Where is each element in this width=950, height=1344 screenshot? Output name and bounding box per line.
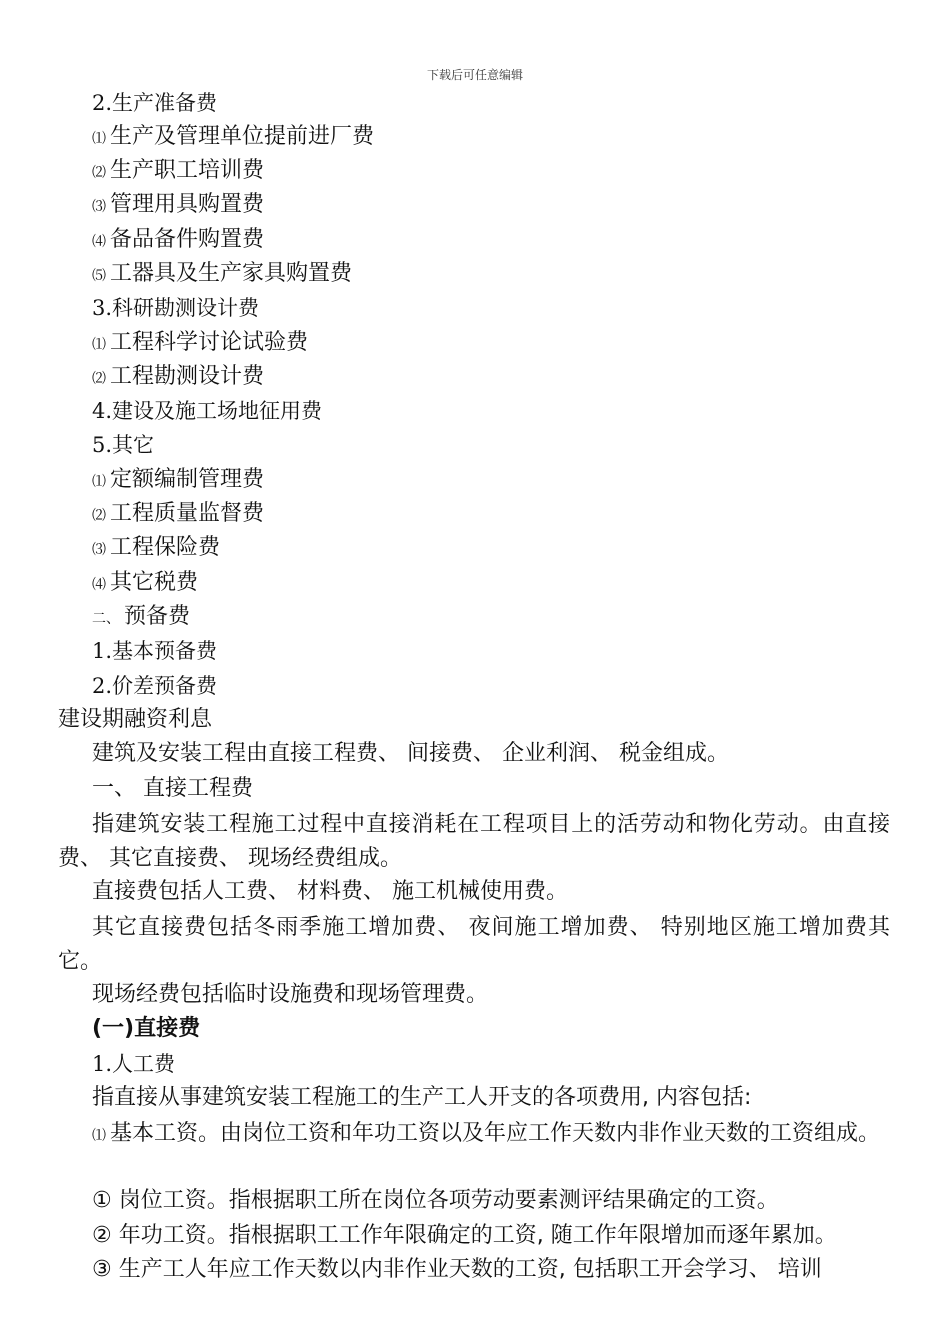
item-text: 管理用具购置费 xyxy=(110,192,265,217)
item-text: 工程保险费 xyxy=(110,535,221,560)
item-non-working-days-wage: ③ 生产工人年应工作天数以内非作业天数的工资, 包括职工开会学习、 培训 xyxy=(92,1257,822,1282)
item-text: 生产及管理单位提前进厂费 xyxy=(110,124,375,149)
item-text: 工器具及生产家具购置费 xyxy=(110,261,353,286)
item-5-4 xyxy=(92,569,198,599)
item-text: 生产职工培训费 xyxy=(110,158,265,183)
item-marker: ⑴ xyxy=(92,131,106,147)
item-price-reserve: 2.价差预备费 xyxy=(92,674,218,698)
item-marker: ⑵ xyxy=(92,508,106,524)
item-marker: ⑵ xyxy=(92,165,106,181)
item-labor-cost: 1.人工费 xyxy=(92,1052,176,1076)
section-reserve xyxy=(92,603,190,633)
item-marker: ⑴ xyxy=(92,1128,106,1144)
item-2-1 xyxy=(92,123,374,153)
item-5-3 xyxy=(92,534,220,564)
item-post-wage: ① 岗位工资。指根据职工所在岗位各项劳动要素测评结果确定的工资。 xyxy=(92,1188,779,1213)
section-marker: 二、 xyxy=(92,611,120,627)
subsection-direct-cost: (一)直接费 xyxy=(92,1016,201,1041)
section-title: 预备费 xyxy=(124,604,191,629)
page-header: 下载后可任意编辑 xyxy=(426,68,523,82)
paragraph-direct-cost: 直接费包括人工费、 材料费、 施工机械使用费。 xyxy=(92,879,568,904)
item-5-other: 5.其它 xyxy=(92,433,155,457)
item-seniority-wage: ② 年功工资。指根据职工工作年限确定的工资, 随工作年限增加而逐年累加。 xyxy=(92,1223,837,1248)
item-3-2 xyxy=(92,363,264,393)
item-2-2 xyxy=(92,157,264,187)
item-basic-reserve: 1.基本预备费 xyxy=(92,639,218,663)
section-direct-engineering-cost: 一、 直接工程费 xyxy=(92,776,253,801)
item-text: 基本工资。由岗位工资和年功工资以及年应工作天数内非作业天数的工资组成。 xyxy=(110,1121,881,1146)
item-marker: ⑴ xyxy=(92,337,106,353)
paragraph-definition: 指建筑安装工程施工过程中直接消耗在工程项目上的活劳动和物化劳动。由直接费、 其它直接费、 现场经费组成。 xyxy=(58,812,890,871)
item-4-land: 4.建设及施工场地征用费 xyxy=(92,399,323,423)
item-marker: ⑷ xyxy=(92,577,106,593)
item-text: 其它税费 xyxy=(110,570,199,595)
item-marker: ⑶ xyxy=(92,542,106,558)
paragraph-labor-definition: 指直接从事建筑安装工程施工的生产工人开支的各项费用, 内容包括: xyxy=(92,1085,752,1110)
item-marker: ⑴ xyxy=(92,474,106,490)
item-text: 备品备件购置费 xyxy=(110,227,265,252)
item-marker: ⑸ xyxy=(92,268,106,284)
item-2-5 xyxy=(92,260,352,290)
item-text: 工程质量监督费 xyxy=(110,501,265,526)
item-2-3 xyxy=(92,191,264,221)
item-2-production-prep: 2.生产准备费 xyxy=(92,91,218,115)
item-5-2 xyxy=(92,500,264,530)
item-financing-interest: 建设期融资利息 xyxy=(58,707,213,732)
item-text: 工程科学讨论试验费 xyxy=(110,330,309,355)
item-text: 工程勘测设计费 xyxy=(110,364,265,389)
paragraph-site-expense: 现场经费包括临时设施费和现场管理费。 xyxy=(92,982,489,1007)
item-5-1 xyxy=(92,466,264,496)
item-text: 定额编制管理费 xyxy=(110,467,265,492)
item-marker: ⑷ xyxy=(92,234,106,250)
item-basic-wage xyxy=(92,1117,920,1153)
item-marker: ⑵ xyxy=(92,371,106,387)
paragraph-other-direct-cost: 其它直接费包括冬雨季施工增加费、 夜间施工增加费、 特别地区施工增加费其它。 xyxy=(58,915,890,974)
item-3-research: 3.科研勘测设计费 xyxy=(92,296,260,320)
composition-sentence: 建筑及安装工程由直接工程费、 间接费、 企业利润、 税金组成。 xyxy=(92,741,729,766)
item-3-1 xyxy=(92,329,308,359)
item-2-4 xyxy=(92,226,264,256)
item-marker: ⑶ xyxy=(92,199,106,215)
